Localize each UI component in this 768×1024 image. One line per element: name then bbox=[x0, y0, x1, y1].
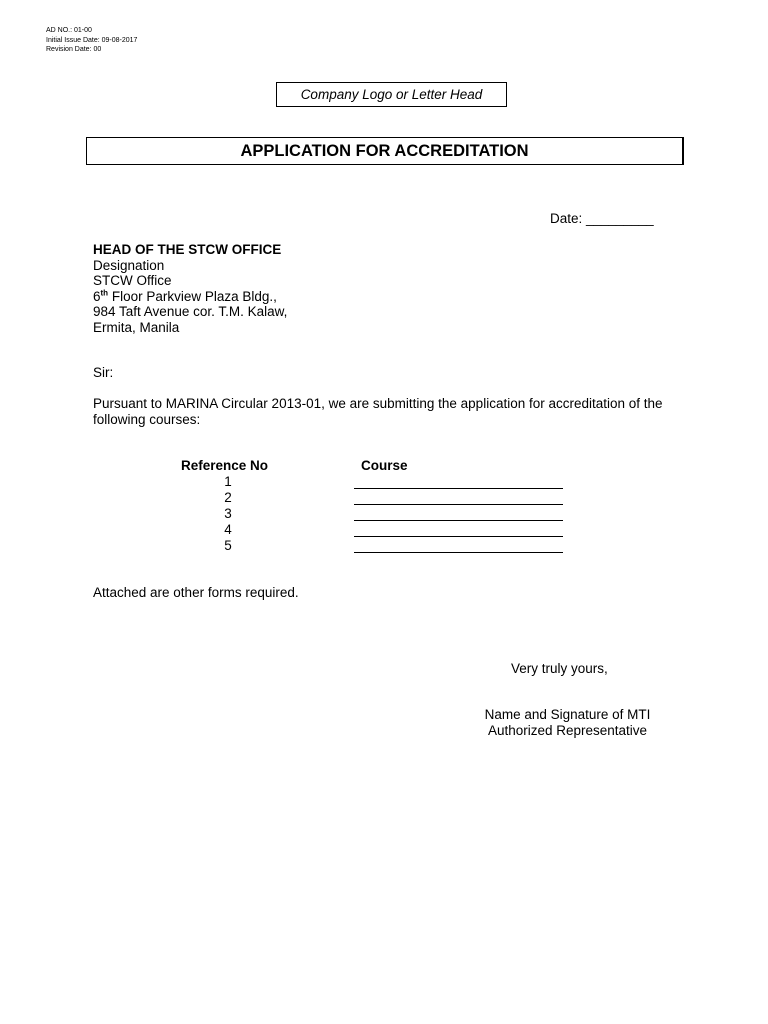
recipient-street: 984 Taft Avenue cor. T.M. Kalaw, bbox=[93, 304, 288, 319]
course-blank-line bbox=[354, 536, 563, 537]
course-header: Course bbox=[361, 458, 408, 473]
date-field: Date: _________ bbox=[550, 211, 654, 226]
floor-ordinal: th bbox=[100, 288, 109, 297]
reference-number: 2 bbox=[224, 490, 232, 505]
floor-number: 6 bbox=[93, 288, 101, 304]
course-blank-line bbox=[354, 504, 563, 505]
reference-number: 3 bbox=[224, 506, 232, 521]
signature-block bbox=[460, 707, 675, 738]
recipient-floor bbox=[93, 289, 287, 305]
logo-placeholder-text: Company Logo or Letter Head bbox=[300, 87, 483, 102]
recipient-city: Ermita, Manila bbox=[93, 319, 180, 335]
document-title: APPLICATION FOR ACCREDITATION bbox=[240, 141, 529, 160]
body-paragraph: Pursuant to MARINA Circular 2013-01, we are submitting the application for accreditation of the following courses: bbox=[93, 396, 663, 427]
recipient-title: HEAD OF THE STCW OFFICE bbox=[93, 242, 282, 257]
course-blank-line bbox=[354, 520, 563, 521]
logo-placeholder bbox=[276, 82, 507, 107]
initial-issue-date: Initial Issue Date: 09-08-2017 bbox=[46, 36, 138, 44]
reference-number: 5 bbox=[224, 538, 232, 553]
signature-role-line: Authorized Representative bbox=[487, 722, 648, 738]
recipient-designation: Designation bbox=[93, 257, 165, 273]
reference-number: 4 bbox=[224, 522, 232, 537]
signature-name-line: Name and Signature of MTI bbox=[484, 707, 651, 722]
floor-building: Floor Parkview Plaza Bldg., bbox=[108, 288, 277, 304]
salutation: Sir: bbox=[93, 365, 114, 380]
document-title-box bbox=[86, 137, 684, 165]
recipient-address bbox=[93, 242, 287, 335]
course-blank-line bbox=[354, 488, 563, 489]
reference-number: 1 bbox=[224, 474, 232, 489]
reference-no-header: Reference No bbox=[181, 458, 269, 473]
closing-line: Very truly yours, bbox=[511, 661, 608, 676]
revision-date: Revision Date: 00 bbox=[46, 46, 102, 53]
attached-note: Attached are other forms required. bbox=[93, 585, 299, 600]
ad-number: AD NO.: 01-00 bbox=[46, 27, 92, 34]
recipient-office: STCW Office bbox=[93, 273, 172, 288]
course-blank-line bbox=[354, 552, 563, 553]
document-control-info bbox=[46, 26, 137, 55]
